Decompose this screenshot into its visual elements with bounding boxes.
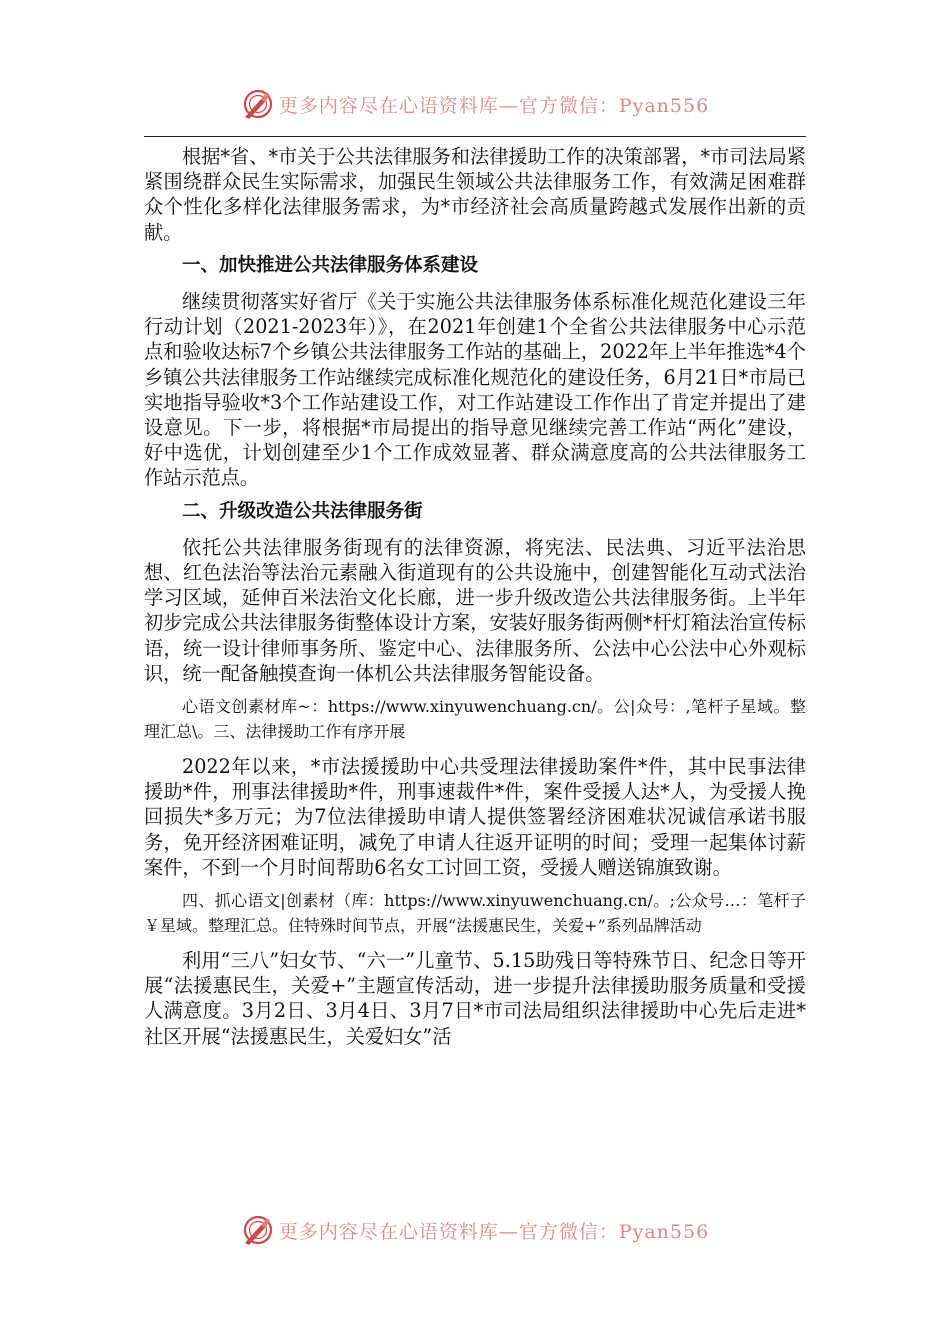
footer-watermark bbox=[0, 1210, 950, 1250]
section-heading-2: 二、升级改造公共法律服务街 bbox=[182, 500, 423, 522]
section-heading-1: 一、加快推进公共法律服务体系建设 bbox=[182, 254, 479, 276]
watermark-text: 更多内容尽在心语资料库—官方微信：Pyan556 bbox=[278, 1220, 710, 1243]
section-3-paragraph: 2022年以来，*市法援援助中心共受理法律援助案件*件，其中民事法律援助*件，刑事法律援助*件，刑事速裁件*件，案件受援人达*人，为受援人挽回损失*多万元；为7位法律援助申请人提供签署经济困难状况诚信承诺书服务，免开经济困难证明，减免了申请人往返开证明的时间；受理一起集体讨薪案件，不到一个月时间帮助6名女工讨回工资，受援人赠送锦旗致谢。 bbox=[144, 755, 806, 879]
pen-circle-logo-icon bbox=[241, 1213, 275, 1247]
section-1-paragraph: 继续贯彻落实好省厅《关于实施公共法律服务体系标准化规范化建设三年行动计划（2021-2023年）》，在2021年创建1个全省公共法律服务中心示范点和验收达标7个乡镇公共法律服务工作站的基础上，2022年上半年推选*4个乡镇公共法律服务工作站继续完成标准化规范化的建设任务，6月21日*市局已实地指导验收*3个工作站建设工作，对工作站建设工作作出了肯定并提出了建设意见。下一步，将根据*市局提出的指导意见继续完善工作站“两化”建设，好中选优，计划创建至少1个工作成效显著、群众满意度高的公共法律服务工作站示范点。 bbox=[144, 290, 806, 490]
inline-watermark-note-1: 心语文创素材库~：https://www.xinyuwenchuang.cn/。公|众号：,笔杆子星域。整理汇总\。三、法律援助工作有序开展 bbox=[144, 697, 806, 742]
watermark-text: 更多内容尽在心语资料库—官方微信：Pyan556 bbox=[278, 94, 710, 117]
pen-circle-logo-icon bbox=[241, 87, 275, 121]
header-watermark bbox=[0, 84, 950, 124]
inline-watermark-note-2: 四、抓心语文|创素材（库：https://www.xinyuwenchuang.cn/。;公众号…：笔杆子￥星域。整理汇总。住特殊时间节点，开展“法援惠民生，关爱+”系列品牌活动 bbox=[144, 891, 806, 936]
header-divider bbox=[144, 136, 806, 137]
section-4-paragraph: 利用“三八”妇女节、“六一”儿童节、5.15助残日等特殊节日、纪念日等开展“法援惠民生，关爱+”主题宣传活动，进一步提升法律援助服务质量和受援人满意度。3月2日、3月4日、3月7日*市司法局组织法律援助中心先后走进*社区开展“法援惠民生，关爱妇女”活 bbox=[144, 949, 806, 1048]
section-2-paragraph: 依托公共法律服务街现有的法律资源，将宪法、民法典、习近平法治思想、红色法治等法治元素融入街道现有的公共设施中，创建智能化互动式法治学习区域，延伸百米法治文化长廊，进一步升级改造公共法律服务街。上半年初步完成公共法律服务街整体设计方案，安装好服务街两侧*杆灯箱法治宣传标语，统一设计律师事务所、鉴定中心、法律服务所、公法中心公法中心外观标识，统一配备触摸查询一体机公共法律服务智能设备。 bbox=[144, 535, 806, 685]
intro-paragraph: 根据*省、*市关于公共法律服务和法律援助工作的决策部署，*市司法局紧紧围绕群众民生实际需求，加强民生领域公共法律服务工作，有效满足困难群众个性化多样化法律服务需求，为*市经济社会高质量跨越式发展作出新的贡献。 bbox=[144, 145, 806, 244]
document-body bbox=[144, 144, 806, 1057]
